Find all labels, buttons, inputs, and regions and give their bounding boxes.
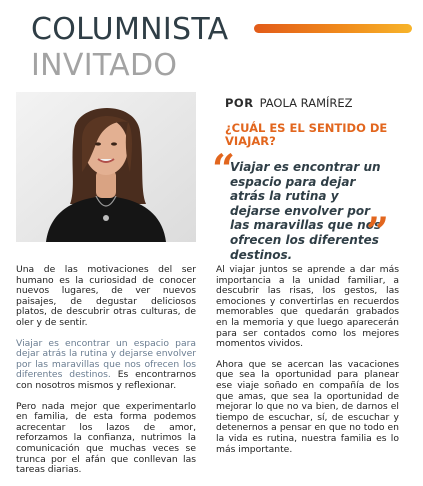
paragraph-travel-definition: [16, 339, 196, 392]
paragraph-motivations: Una de las motivaciones del ser humano es la curiosidad de conocer nuevos lugares, de ver nuevos paisajes, de degustar deliciosos platos, de descubrir otras culturas, de oler y de sentir.: [16, 264, 196, 328]
open-quote-mark: “: [212, 146, 236, 193]
page-title-invitado: INVITADO: [31, 48, 178, 83]
accent-gradient-bar: [254, 24, 412, 33]
paragraph-travel-rest: Es encontrarnos con nosotros mismos y reflexionar.: [16, 369, 196, 391]
paragraph-vacations: Ahora que se acercan las vacaciones que sea la oportunidad para planear ese viaje soñado en compañía de los que amas, que sea la oportunidad de mejorar lo que no va bien, de darnos el tiempo de escuchar, sí, de escuchar y detenernos a pensar en que no todo en la vida es rutina, nuestra familia es lo más importante.: [216, 358, 399, 455]
article-column-right: [216, 265, 399, 465]
paragraph-travel-together: Al viajar juntos se aprende a dar más importancia a la unidad familiar, a descubrir las risas, los gestos, las emociones y convertirlas en recuerdos memorables que quedarán grabados en la memoria y que luego aparecerán para ser contados como los mejores momentos vividos.: [216, 264, 399, 350]
byline: [225, 96, 353, 110]
byline-prefix: POR: [225, 96, 254, 110]
pull-quote: Viajar es encontrar un espacio para dejar atrás la rutina y dejarse envolver por las maravillas que nos ofrecen los diferentes destinos.: [230, 160, 382, 262]
article-column-left: [16, 265, 196, 486]
page-title-columnista: COLUMNISTA: [31, 12, 229, 47]
section-question: ¿CUÁL ES EL SENTIDO DE VIAJAR?: [225, 121, 388, 148]
highlighted-sentence: Viajar es encontrar un espacio para dejar atrás la rutina y dejarse envolver por las maravillas que nos ofrecen los diferentes destinos.: [16, 337, 196, 381]
close-quote-mark: ”: [366, 209, 390, 256]
columnist-photo: [16, 92, 196, 242]
byline-author: PAOLA RAMÍREZ: [259, 96, 353, 110]
paragraph-family: Pero nada mejor que experimentarlo en familia, de esta forma podemos acrecentar los lazos de amor, reforzamos la confianza, nutrimos la comunicación que muchas veces se trunca por el afán que conllevan las tareas diarias.: [16, 400, 196, 476]
